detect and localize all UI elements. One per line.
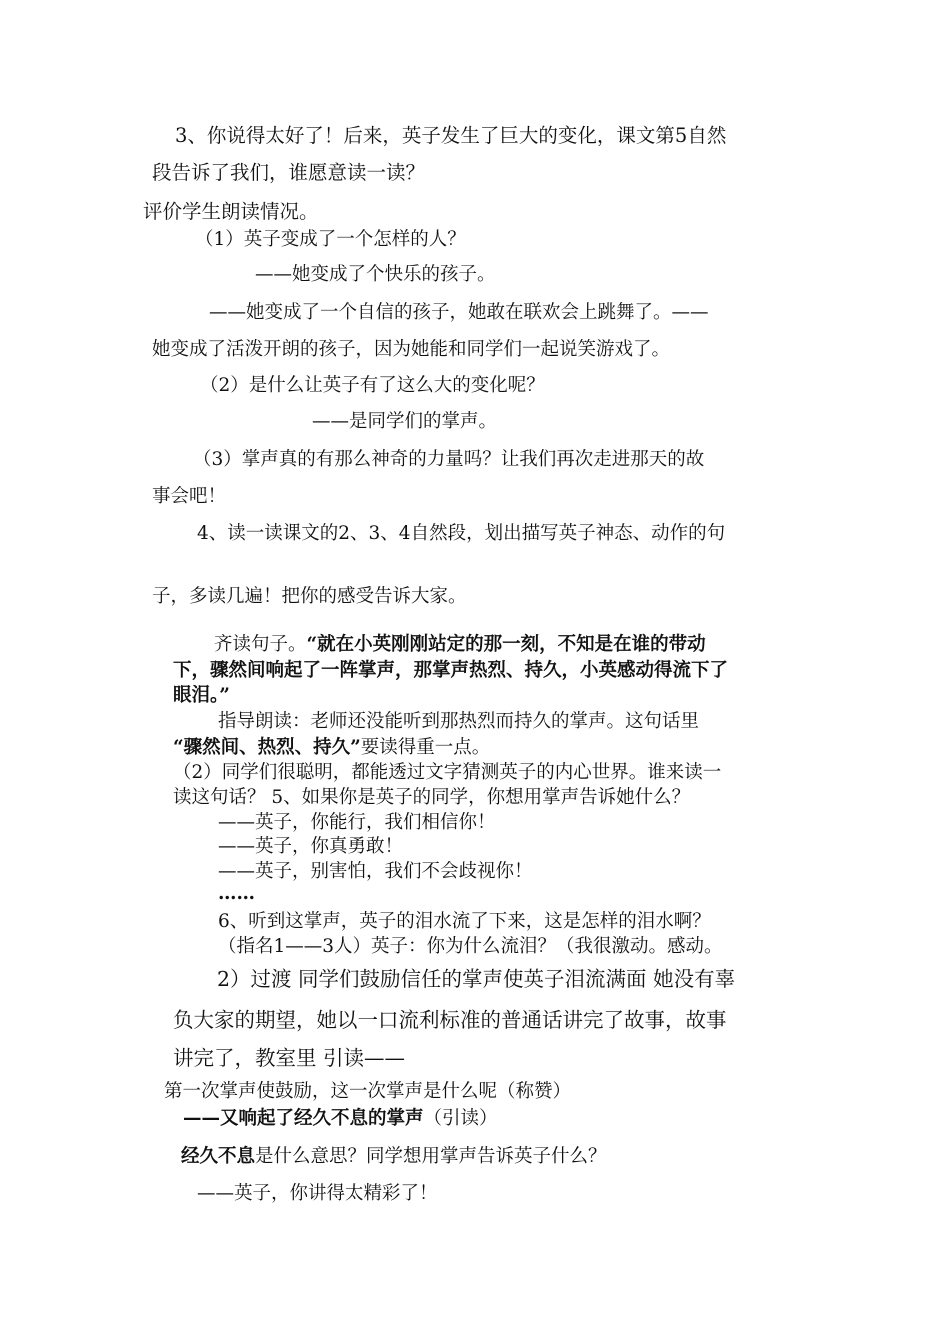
text-suffix: 是什么意思？同学想用掌声告诉英子什么？: [255, 1146, 607, 1167]
text-line: ——她变成了个快乐的孩子。: [255, 264, 496, 285]
text-line: 指导朗读：老师还没能听到那热烈而持久的掌声。这句话里: [218, 711, 700, 732]
text-line: （3）掌声真的有那么神奇的力量吗？让我们再次走进那天的故: [193, 449, 705, 470]
ellipsis: ……: [218, 883, 255, 904]
text-line: 评价学生朗读情况。: [143, 200, 319, 223]
bold-term: 经久不息: [181, 1146, 256, 1167]
text-line: 子，多读几遍！把你的感受告诉大家。: [152, 586, 467, 607]
text-line: ——是同学们的掌声。: [312, 411, 498, 432]
text-suffix: 要读得重一点。: [360, 737, 491, 758]
bold-quote: ——又响起了经久不息的掌声: [183, 1108, 424, 1129]
text-suffix: （引读）: [423, 1108, 498, 1129]
text-line: ——英子，你能行，我们相信你！: [218, 812, 496, 833]
text-line: 2）过渡 同学们鼓励信任的掌声使英子泪流满面 她没有辜: [217, 967, 736, 991]
bold-quote: “就在小英刚刚站定的那一刻，不知是在谁的带动: [306, 634, 706, 655]
text-line: 她变成了活泼开朗的孩子，因为她能和同学们一起说笑游戏了。: [152, 339, 671, 360]
text-line: （2）同学们很聪明，都能透过文字猜测英子的内心世界。谁来读一: [173, 762, 722, 783]
text-line: [183, 1108, 498, 1130]
bold-quote: “骤然间、热烈、持久”: [173, 737, 361, 758]
text-line: 4、读一读课文的2、3、4自然段，划出描写英子神态、动作的句: [197, 523, 726, 544]
bold-quote: 眼泪。”: [173, 685, 230, 706]
text-line: 负大家的期望，她以一口流利标准的普通话讲完了故事，故事: [173, 1008, 727, 1032]
text-line: 事会吧！: [152, 486, 227, 507]
bold-quote: 下，骤然间响起了一阵掌声，那掌声热烈、持久，小英感动得流下了: [173, 660, 729, 681]
text-line: 3、你说得太好了！后来，英子发生了巨大的变化，课文第5自然: [175, 124, 727, 147]
text-line: 讲完了，教室里 引读——: [173, 1046, 406, 1070]
text-line: 段告诉了我们，谁愿意读一读？: [152, 161, 426, 184]
text-line: （1）英子变成了一个怎样的人？: [195, 229, 466, 250]
text-line: [181, 1146, 607, 1168]
text-prefix: 齐读句子。: [214, 634, 307, 655]
text-line: 6、听到这掌声，英子的泪水流了下来，这是怎样的泪水啊？: [218, 911, 711, 932]
text-line: 第一次掌声使鼓励，这一次掌声是什么呢（称赞）: [164, 1081, 572, 1102]
text-line: （2）是什么让英子有了这么大的变化呢？: [200, 375, 545, 396]
text-line: [214, 634, 706, 656]
text-line: ——英子，你讲得太精彩了！: [197, 1183, 438, 1204]
text-line: 读这句话？ 5、如果你是英子的同学，你想用掌声告诉她什么？: [173, 787, 691, 808]
text-line: ——英子，别害怕，我们不会歧视你！: [218, 861, 533, 882]
text-line: ——英子，你真勇敢！: [218, 836, 404, 857]
text-line: ——她变成了一个自信的孩子，她敢在联欢会上跳舞了。——: [209, 302, 709, 323]
text-line: （指名1——3人）英子：你为什么流泪？（我很激动。感动。: [218, 936, 723, 957]
text-line: [173, 737, 490, 759]
